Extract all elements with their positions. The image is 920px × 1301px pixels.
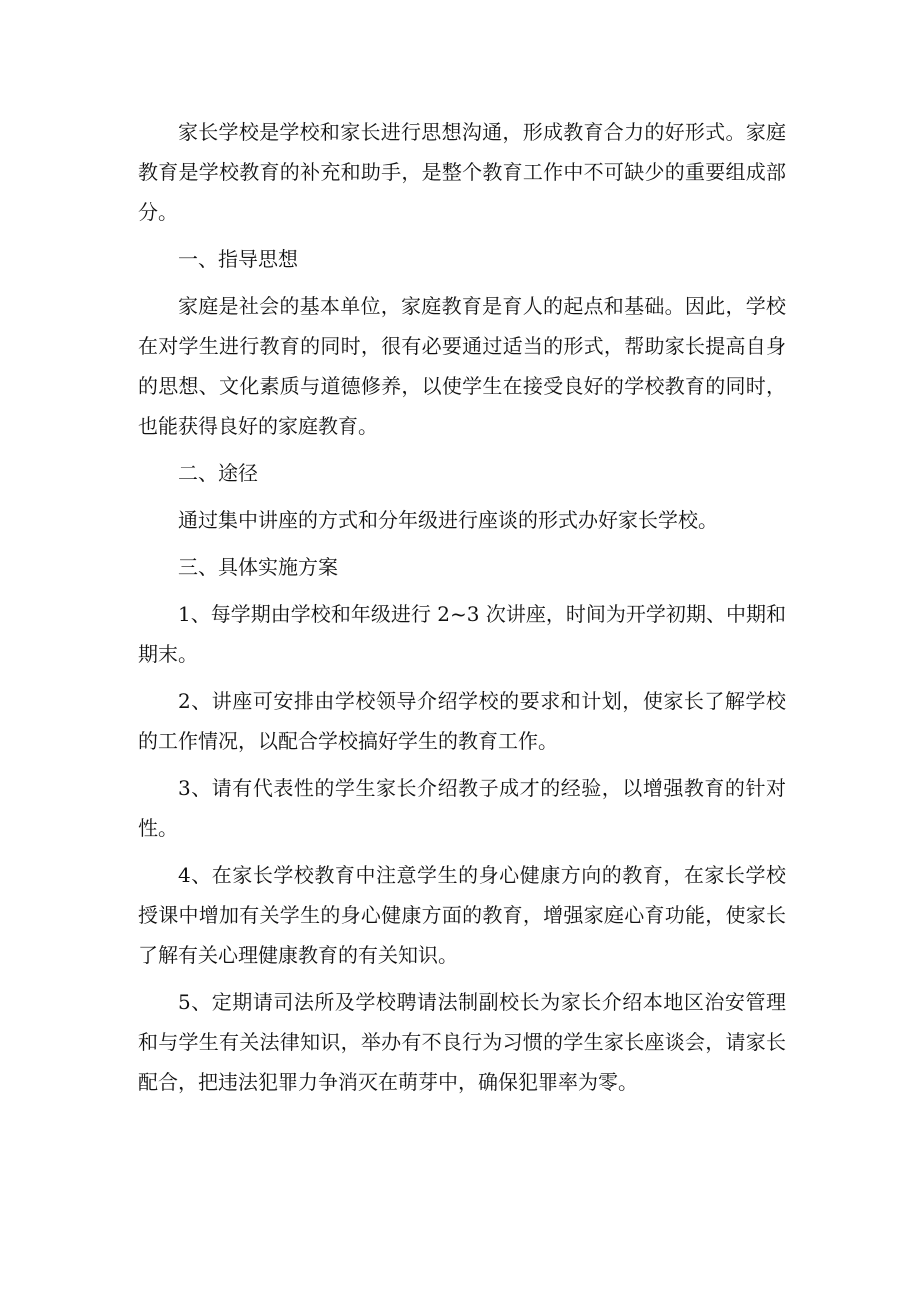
plan-item-4: 4、在家长学校教育中注意学生的身心健康方向的教育，在家长学校授课中增加有关学生的身心健康方面的教育，增强家庭心育功能，使家长了解有关心理健康教育的有关知识。 [138,863,786,967]
paragraph-spacer [138,674,786,681]
intro-paragraph: 家长学校是学校和家长进行思想沟通，形成教育合力的好形式。家庭教育是学校教育的补充和助手，是整个教育工作中不可缺少的重要组成部分。 [138,120,786,224]
paragraph-spacer [138,848,786,855]
paragraph-spacer [138,446,786,453]
guiding-ideology-paragraph: 家庭是社会的基本单位，家庭教育是育人的起点和基础。因此，学校在对学生进行教育的同时，很有必要通过适当的形式，帮助家长提高自身的思想、文化素质与道德修养，以使学生在接受良好的学校教育的同时，也能获得良好的家庭教育。 [138,294,786,438]
section-heading-implementation-plan: 三、具体实施方案 [178,555,338,579]
paragraph-spacer [138,493,786,500]
paragraph-spacer [138,540,786,547]
plan-item-2: 2、讲座可安排由学校领导介绍学校的要求和计划，使家长了解学校的工作情况，以配合学校搞好学生的教育工作。 [138,689,786,753]
paragraph-spacer [138,975,786,982]
paragraph-spacer [138,279,786,286]
plan-item-1: 1、每学期由学校和年级进行 2~3 次讲座，时间为开学初期、中期和期末。 [138,602,786,666]
document-page [138,112,786,1102]
paragraph-spacer [138,232,786,239]
paragraph-spacer [138,761,786,768]
plan-item-5: 5、定期请司法所及学校聘请法制副校长为家长介绍本地区治安管理和与学生有关法律知识，举办有不良行为习惯的学生家长座谈会，请家长配合，把违法犯罪力争消灭在萌芽中，确保犯罪率为零。 [138,990,786,1094]
section-heading-guiding-ideology: 一、指导思想 [178,247,298,271]
section-heading-approach: 二、途径 [178,461,258,485]
plan-item-3: 3、请有代表性的学生家长介绍教子成才的经验，以增强教育的针对性。 [138,776,786,840]
paragraph-spacer [138,587,786,594]
approach-paragraph: 通过集中讲座的方式和分年级进行座谈的形式办好家长学校。 [178,508,718,532]
